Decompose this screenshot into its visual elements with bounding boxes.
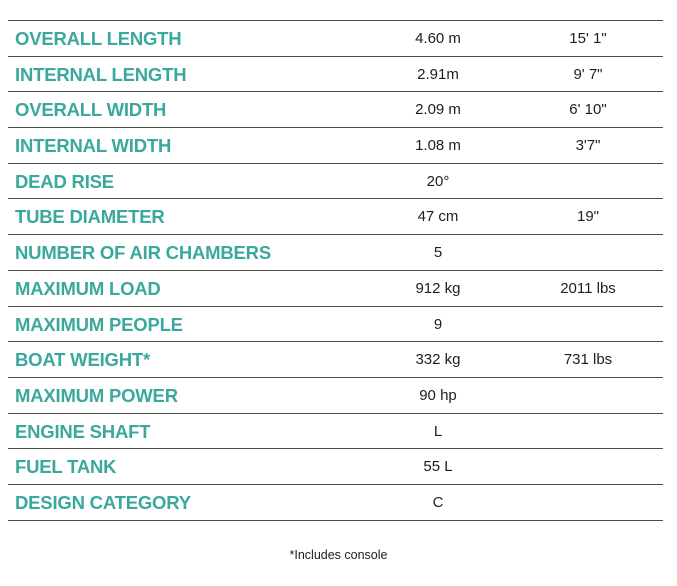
spec-imperial-value: 731 lbs <box>563 351 613 369</box>
spec-row-internal-length <box>8 57 663 93</box>
footnote: *Includes console <box>289 548 388 562</box>
spec-metric-value: 9 <box>433 315 443 333</box>
spec-metric-value: 912 kg <box>415 279 461 297</box>
spec-imperial-value: 19" <box>576 208 599 226</box>
spec-metric-value: 5 <box>433 244 443 262</box>
spec-label: OVERALL LENGTH <box>15 28 182 49</box>
spec-row-boat-weight <box>8 342 663 378</box>
spec-label: INTERNAL LENGTH <box>15 63 187 85</box>
spec-label: NUMBER OF AIR CHAMBERS <box>15 242 271 264</box>
spec-metric-value: 2.09 m <box>415 101 461 119</box>
spec-label: ENGINE SHAFT <box>15 420 151 442</box>
spec-imperial-value: 6' 10" <box>569 101 607 119</box>
spec-metric-value: 1.08 m <box>415 137 461 155</box>
spec-imperial-value: 9' 7" <box>573 65 603 83</box>
spec-metric-value: 55 L <box>423 458 453 476</box>
spec-table <box>8 20 663 521</box>
spec-label: BOAT WEIGHT* <box>15 349 150 371</box>
spec-metric-value: C <box>432 493 444 511</box>
spec-imperial-value: 15' 1" <box>569 30 607 47</box>
spec-label: TUBE DIAMETER <box>15 206 165 228</box>
spec-row-overall-length <box>8 21 663 57</box>
spec-metric-value: 90 hp <box>419 386 457 404</box>
spec-row-design-category <box>8 485 663 521</box>
spec-imperial-value: 3'7" <box>575 137 601 155</box>
spec-label: FUEL TANK <box>15 456 117 478</box>
spec-imperial-value: 2011 lbs <box>560 279 616 297</box>
spec-row-air-chambers <box>8 235 663 271</box>
spec-label: MAXIMUM LOAD <box>15 277 161 299</box>
spec-row-maximum-load <box>8 271 663 307</box>
spec-label: DEAD RISE <box>15 170 114 192</box>
spec-label: MAXIMUM PEOPLE <box>15 313 183 335</box>
spec-row-overall-width <box>8 92 663 128</box>
spec-metric-value: 2.91m <box>417 65 459 83</box>
spec-row-tube-diameter <box>8 199 663 235</box>
spec-row-maximum-people <box>8 307 663 343</box>
spec-metric-value: 332 kg <box>415 351 461 369</box>
spec-label: MAXIMUM POWER <box>15 384 178 406</box>
spec-metric-value: 4.60 m <box>415 30 461 47</box>
spec-metric-value: 47 cm <box>417 208 459 226</box>
spec-metric-value: 20° <box>426 172 450 190</box>
spec-row-fuel-tank <box>8 449 663 485</box>
spec-row-maximum-power <box>8 378 663 414</box>
spec-label: INTERNAL WIDTH <box>15 135 172 157</box>
spec-row-internal-width <box>8 128 663 164</box>
spec-metric-value: L <box>433 422 443 440</box>
spec-row-dead-rise <box>8 164 663 200</box>
spec-label: OVERALL WIDTH <box>15 99 167 121</box>
spec-label: DESIGN CATEGORY <box>15 491 191 513</box>
spec-row-engine-shaft <box>8 414 663 450</box>
